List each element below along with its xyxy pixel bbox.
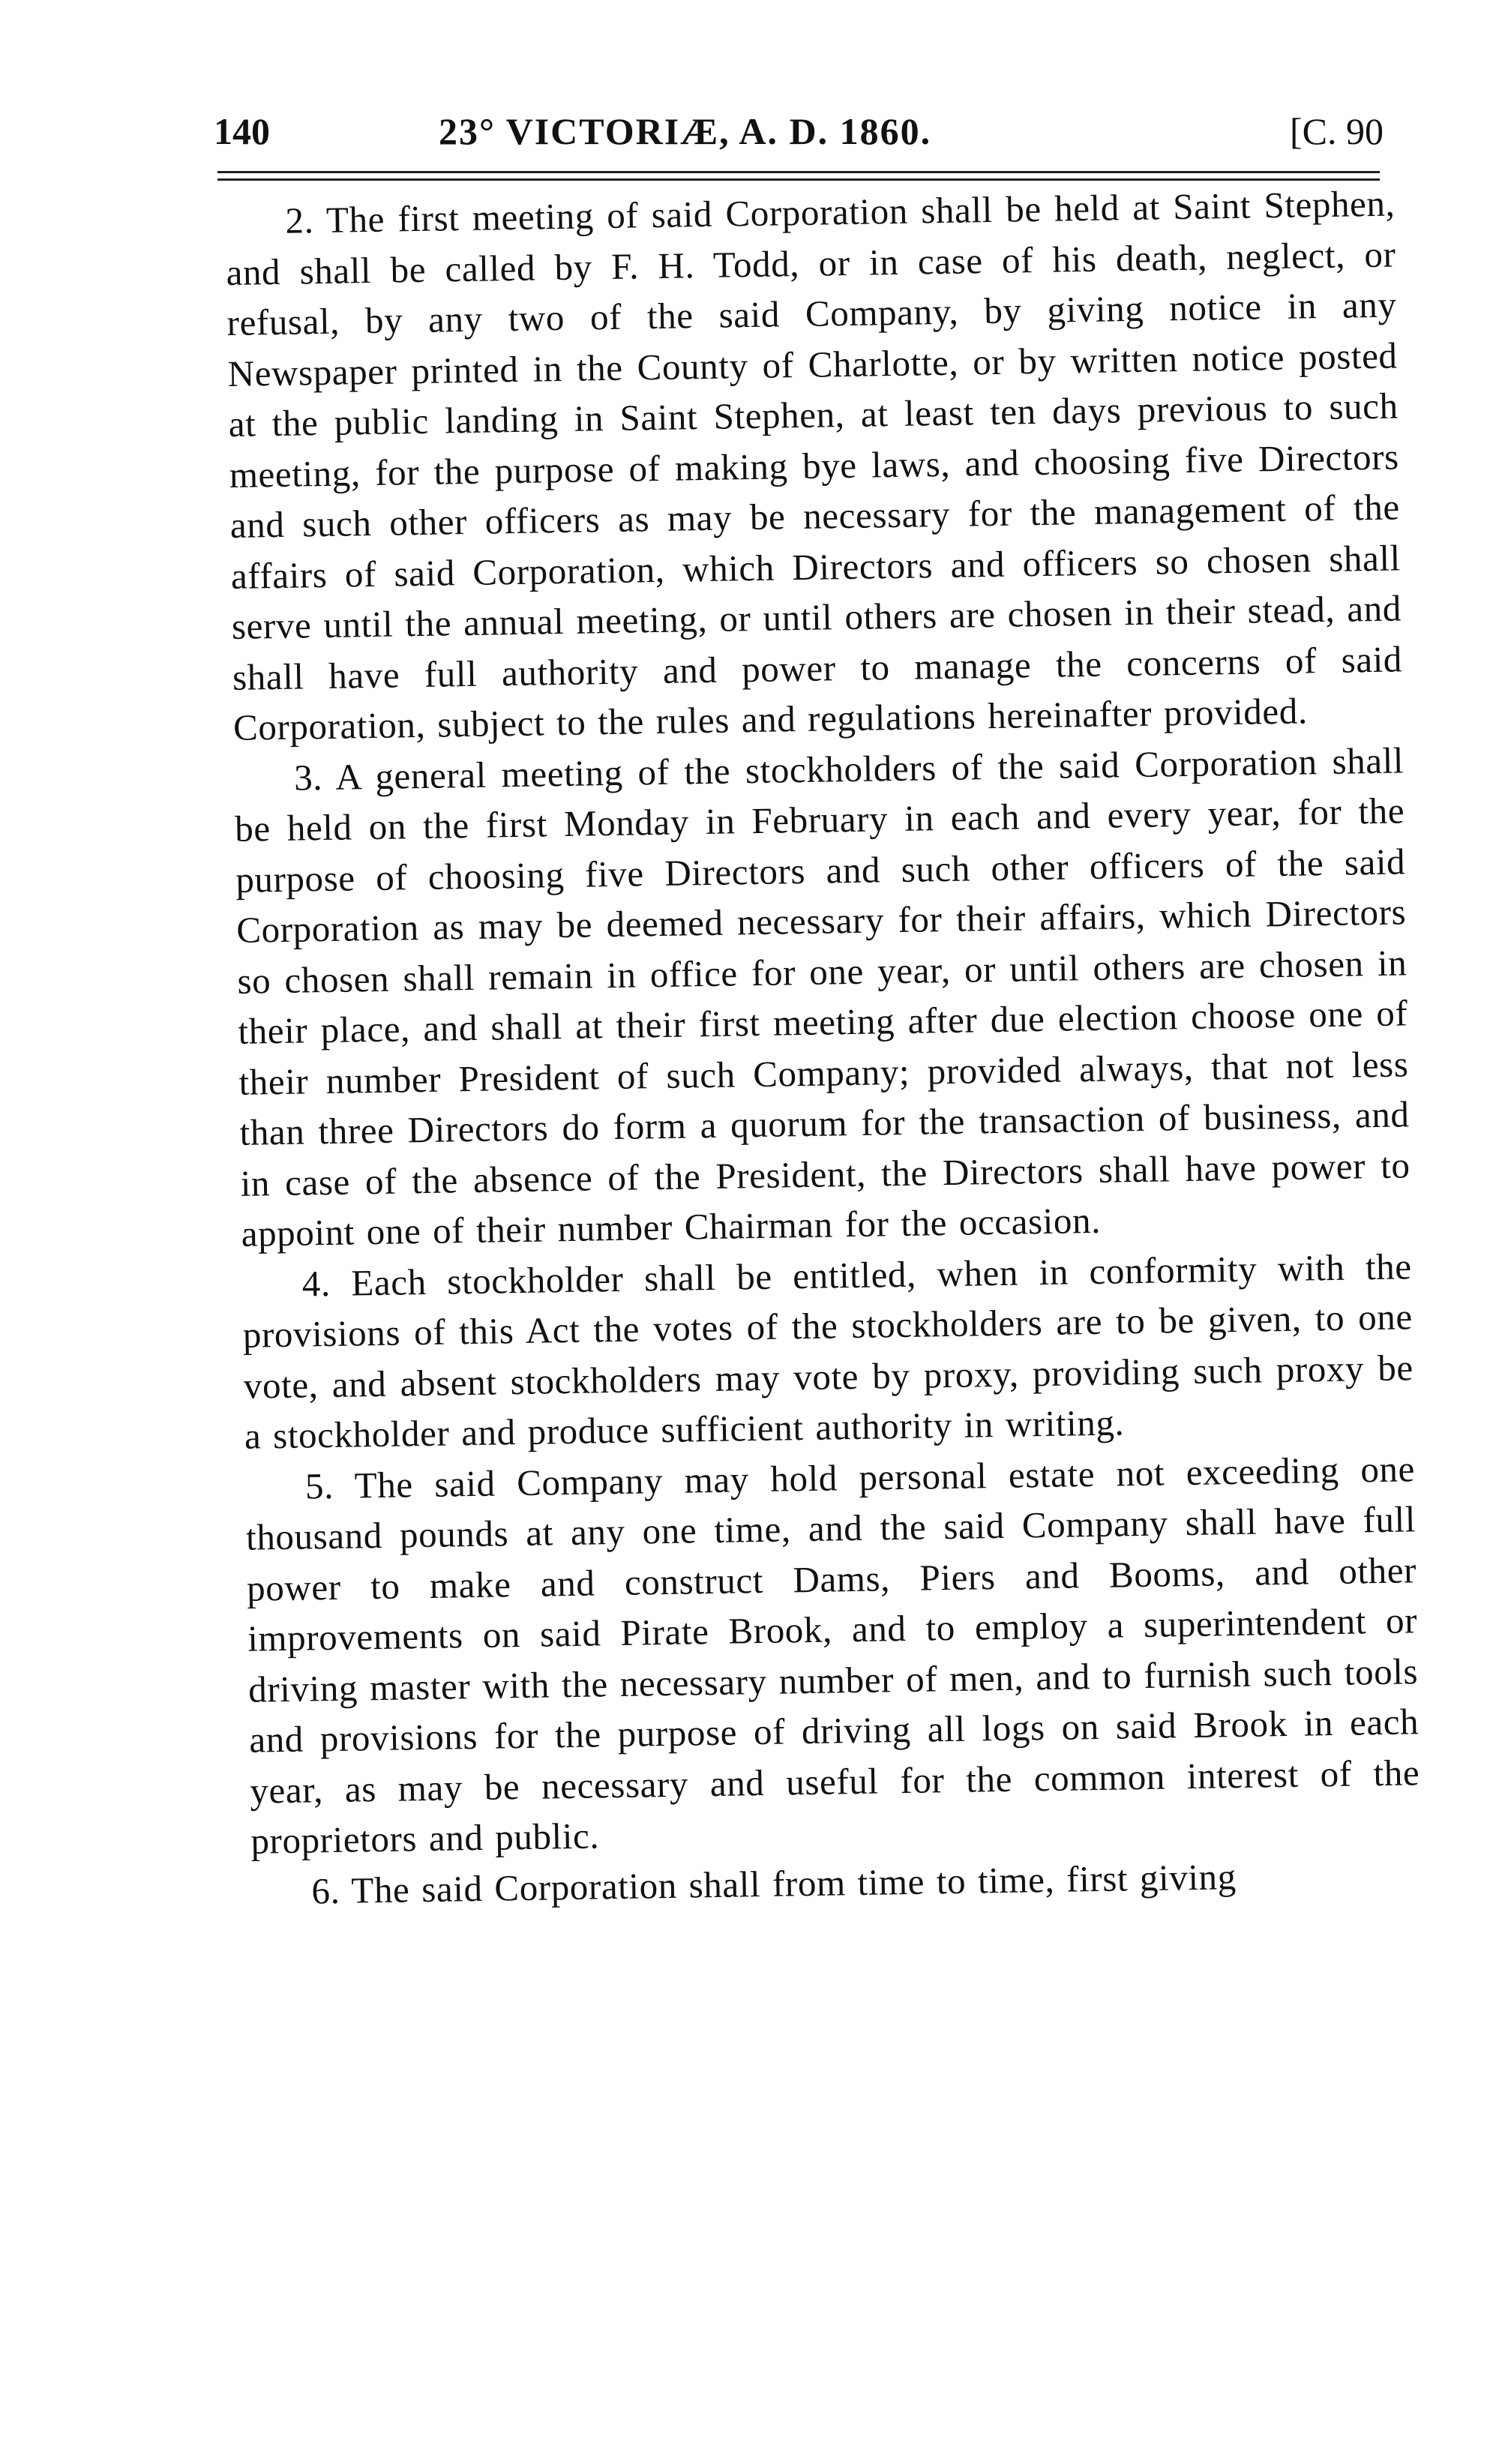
running-title: 23° VICTORIÆ, A. D. 1860.: [439, 110, 932, 152]
page-number: 140: [214, 110, 270, 152]
section-number: 2.: [285, 199, 314, 241]
section-text: Each stockholder shall be entitled, when in conformity with the provisions of this Act the votes of the stockholders are to be given, to one vote, and absent stockholders may vote by proxy, providing such proxy be a stockholder and produce sufficient authority in writing.: [242, 1245, 1414, 1457]
section-number: 6.: [311, 1869, 340, 1911]
section-number: 3.: [293, 756, 323, 799]
page-header: [214, 105, 1384, 157]
section-text: The said Corporation shall from time to time, first giving: [350, 1855, 1237, 1911]
section-text: A general meeting of the stockholders of the said Corporation shall be held on the first Monday in February in each and every year, for the purpose of choosing five Directors and such other officers of the said Corporation as may be deemed necessary for their affairs, which Directors so chosen shall remain in office for one year, or until others are chosen in their place, and shall at their first meeting after due election choose one of their number President of such Company; provided always, that not less than three Directors do form a quorum for the transaction of business, and in case of the absence of the President, the Directors shall have power to appoint one of their number Chairman for the occasion.: [234, 739, 1411, 1254]
section-text: The first meeting of said Corporation shall be held at Saint Stephen, and shall be called by F. H. Todd, or in case of his death, neglect, or refusal, by any two of the said Company, by giving notice in any Newspaper printed in the County of Charlotte, or by written notice posted at the public landing in Saint Stephen, at least ten days previous to such meeting, for the purpose of making bye laws, and choosing five Directors and such other officers as may be necessary for the management of the affairs of said Corporation, which Directors and officers so chosen shall serve until the annual meeting, or until others are chosen in their stead, and shall have full authority and power to manage the concerns of said Corporation, subject to the rules and regulations hereinafter provided.: [226, 182, 1403, 748]
section-5: [245, 1443, 1421, 1866]
section-4: [241, 1241, 1414, 1461]
statute-body: [225, 178, 1422, 1917]
section-2: [225, 178, 1403, 753]
chapter-reference: [C. 90: [1290, 110, 1384, 152]
section-text: The said Company may hold personal estate not exceeding one thousand pounds at any one time, and the said Company shall have full power to make and construct Dams, Piers and Booms, and other improvements on said Pirate Brook, and to employ a superintendent or driving master with the necessary number of men, and to furnish such tools and provisions for the purpose of driving all logs on said Brook in each year, as may be necessary and useful for the common interest of the proprietors and public.: [245, 1447, 1420, 1862]
section-number: 4.: [301, 1262, 331, 1305]
header-rule-top: [217, 171, 1380, 173]
section-number: 5.: [304, 1464, 334, 1507]
section-3: [234, 735, 1411, 1259]
